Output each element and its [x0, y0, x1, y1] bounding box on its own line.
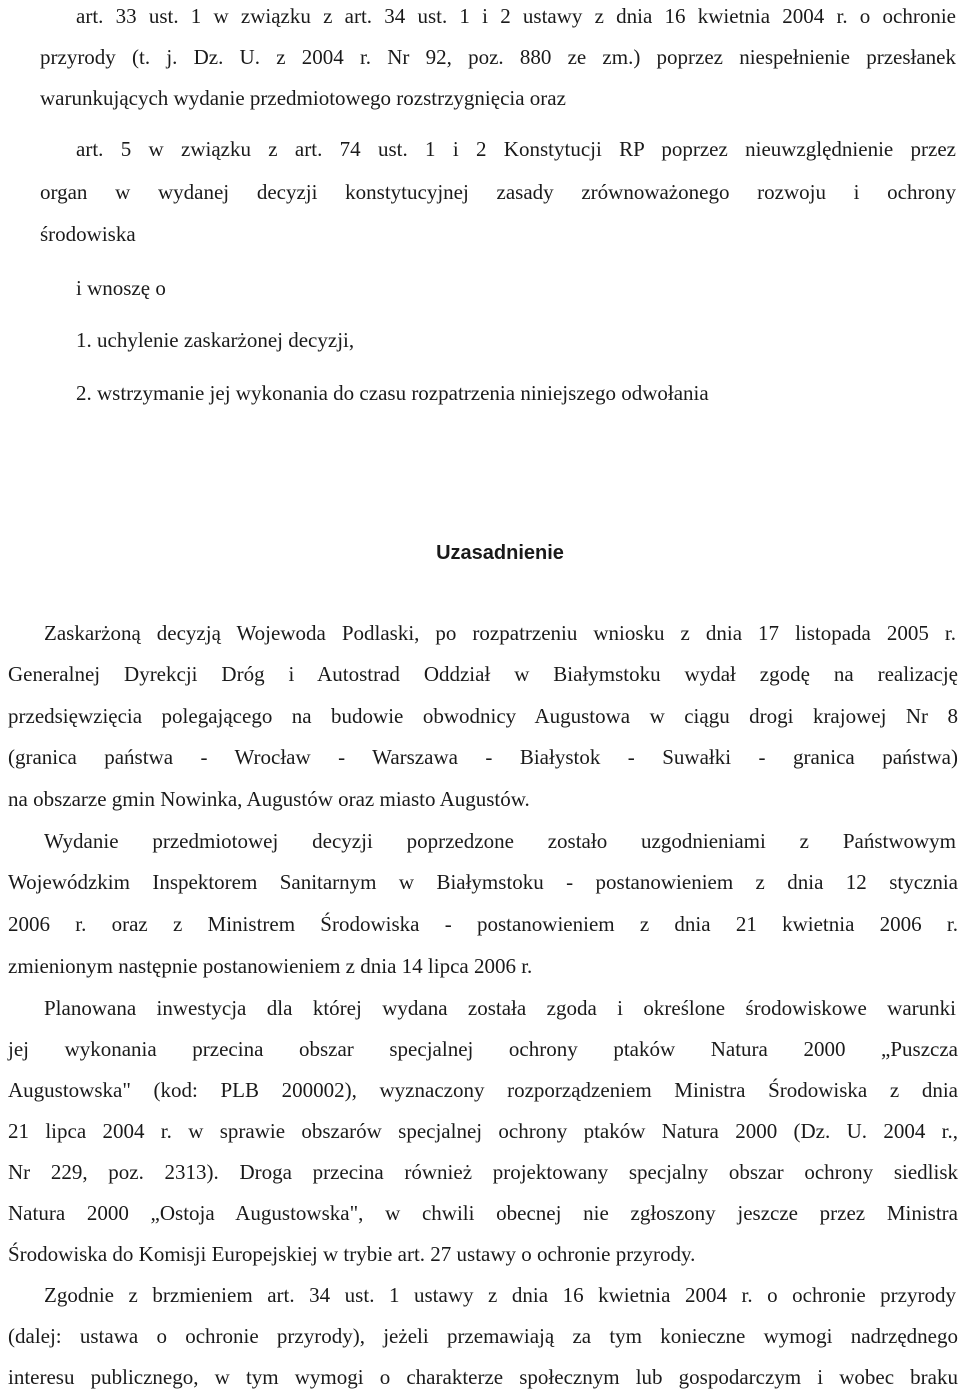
text-line: 21 lipca 2004 r. w sprawie obszarów specjalnej ochrony ptaków Natura 2000 (Dz. U. 2004 r.,	[8, 1119, 958, 1143]
text-line: Zgodnie z brzmieniem art. 34 ust. 1 ustawy z dnia 16 kwietnia 2004 r. o ochronie przyrody	[44, 1283, 956, 1307]
text-line: Generalnej Dyrekcji Dróg i Autostrad Oddział w Białymstoku wydał zgodę na realizację	[8, 662, 958, 686]
text-line: środowiska	[40, 222, 136, 246]
text-line: przyrody (t. j. Dz. U. z 2004 r. Nr 92, poz. 880 ze zm.) poprzez niespełnienie przesłanek	[40, 45, 956, 69]
text-line: 2006 r. oraz z Ministrem Środowiska - postanowieniem z dnia 21 kwietnia 2006 r.	[8, 912, 958, 936]
text-line: Wydanie przedmiotowej decyzji poprzedzone zostało uzgodnieniami z Państwowym	[44, 829, 956, 853]
text-line: jej wykonania przecina obszar specjalnej ochrony ptaków Natura 2000 „Puszcza	[8, 1037, 958, 1061]
section-heading: Uzasadnienie	[436, 542, 564, 564]
text-line: Zaskarżoną decyzją Wojewoda Podlaski, po rozpatrzeniu wniosku z dnia 17 listopada 2005 r.	[44, 621, 956, 645]
text-line: na obszarze gmin Nowinka, Augustów oraz miasto Augustów.	[8, 787, 530, 811]
request-item: 2. wstrzymanie jej wykonania do czasu rozpatrzenia niniejszego odwołania	[76, 381, 709, 405]
text-line: art. 5 w związku z art. 74 ust. 1 i 2 Konstytucji RP poprzez nieuwzględnienie przez	[76, 137, 956, 161]
text-line: Środowiska do Komisji Europejskiej w trybie art. 27 ustawy o ochronie przyrody.	[8, 1242, 696, 1266]
text-line: Augustowska" (kod: PLB 200002), wyznaczony rozporządzeniem Ministra Środowiska z dnia	[8, 1078, 958, 1102]
text-line: (dalej: ustawa o ochronie przyrody), jeżeli przemawiają za tym konieczne wymogi nadrzędnego	[8, 1324, 958, 1348]
text-line: (granica państwa - Wrocław - Warszawa - Białystok - Suwałki - granica państwa)	[8, 745, 958, 769]
text-line: przedsięwzięcia polegającego na budowie obwodnicy Augustowa w ciągu drogi krajowej Nr 8	[8, 704, 958, 728]
text-line: zmienionym następnie postanowieniem z dnia 14 lipca 2006 r.	[8, 954, 533, 978]
text-line: Nr 229, poz. 2313). Droga przecina również projektowany specjalny obszar ochrony siedlisk	[8, 1160, 958, 1184]
text-line: interesu publicznego, w tym wymogi o charakterze społecznym lub gospodarczym i wobec braku	[8, 1365, 958, 1389]
request-intro: i wnoszę o	[76, 276, 166, 300]
text-line: Natura 2000 „Ostoja Augustowska", w chwili obecnej nie zgłoszony jeszcze przez Ministra	[8, 1201, 958, 1225]
text-line: warunkujących wydanie przedmiotowego rozstrzygnięcia oraz	[40, 86, 566, 110]
text-line: organ w wydanej decyzji konstytucyjnej zasady zrównoważonego rozwoju i ochrony	[40, 180, 956, 204]
text-line: art. 33 ust. 1 w związku z art. 34 ust. 1 i 2 ustawy z dnia 16 kwietnia 2004 r. o ochronie	[76, 4, 956, 28]
request-item: 1. uchylenie zaskarżonej decyzji,	[76, 328, 355, 352]
text-line: Planowana inwestycja dla której wydana została zgoda i określone środowiskowe warunki	[44, 996, 956, 1020]
text-line: Wojewódzkim Inspektorem Sanitarnym w Białymstoku - postanowieniem z dnia 12 stycznia	[8, 870, 958, 894]
